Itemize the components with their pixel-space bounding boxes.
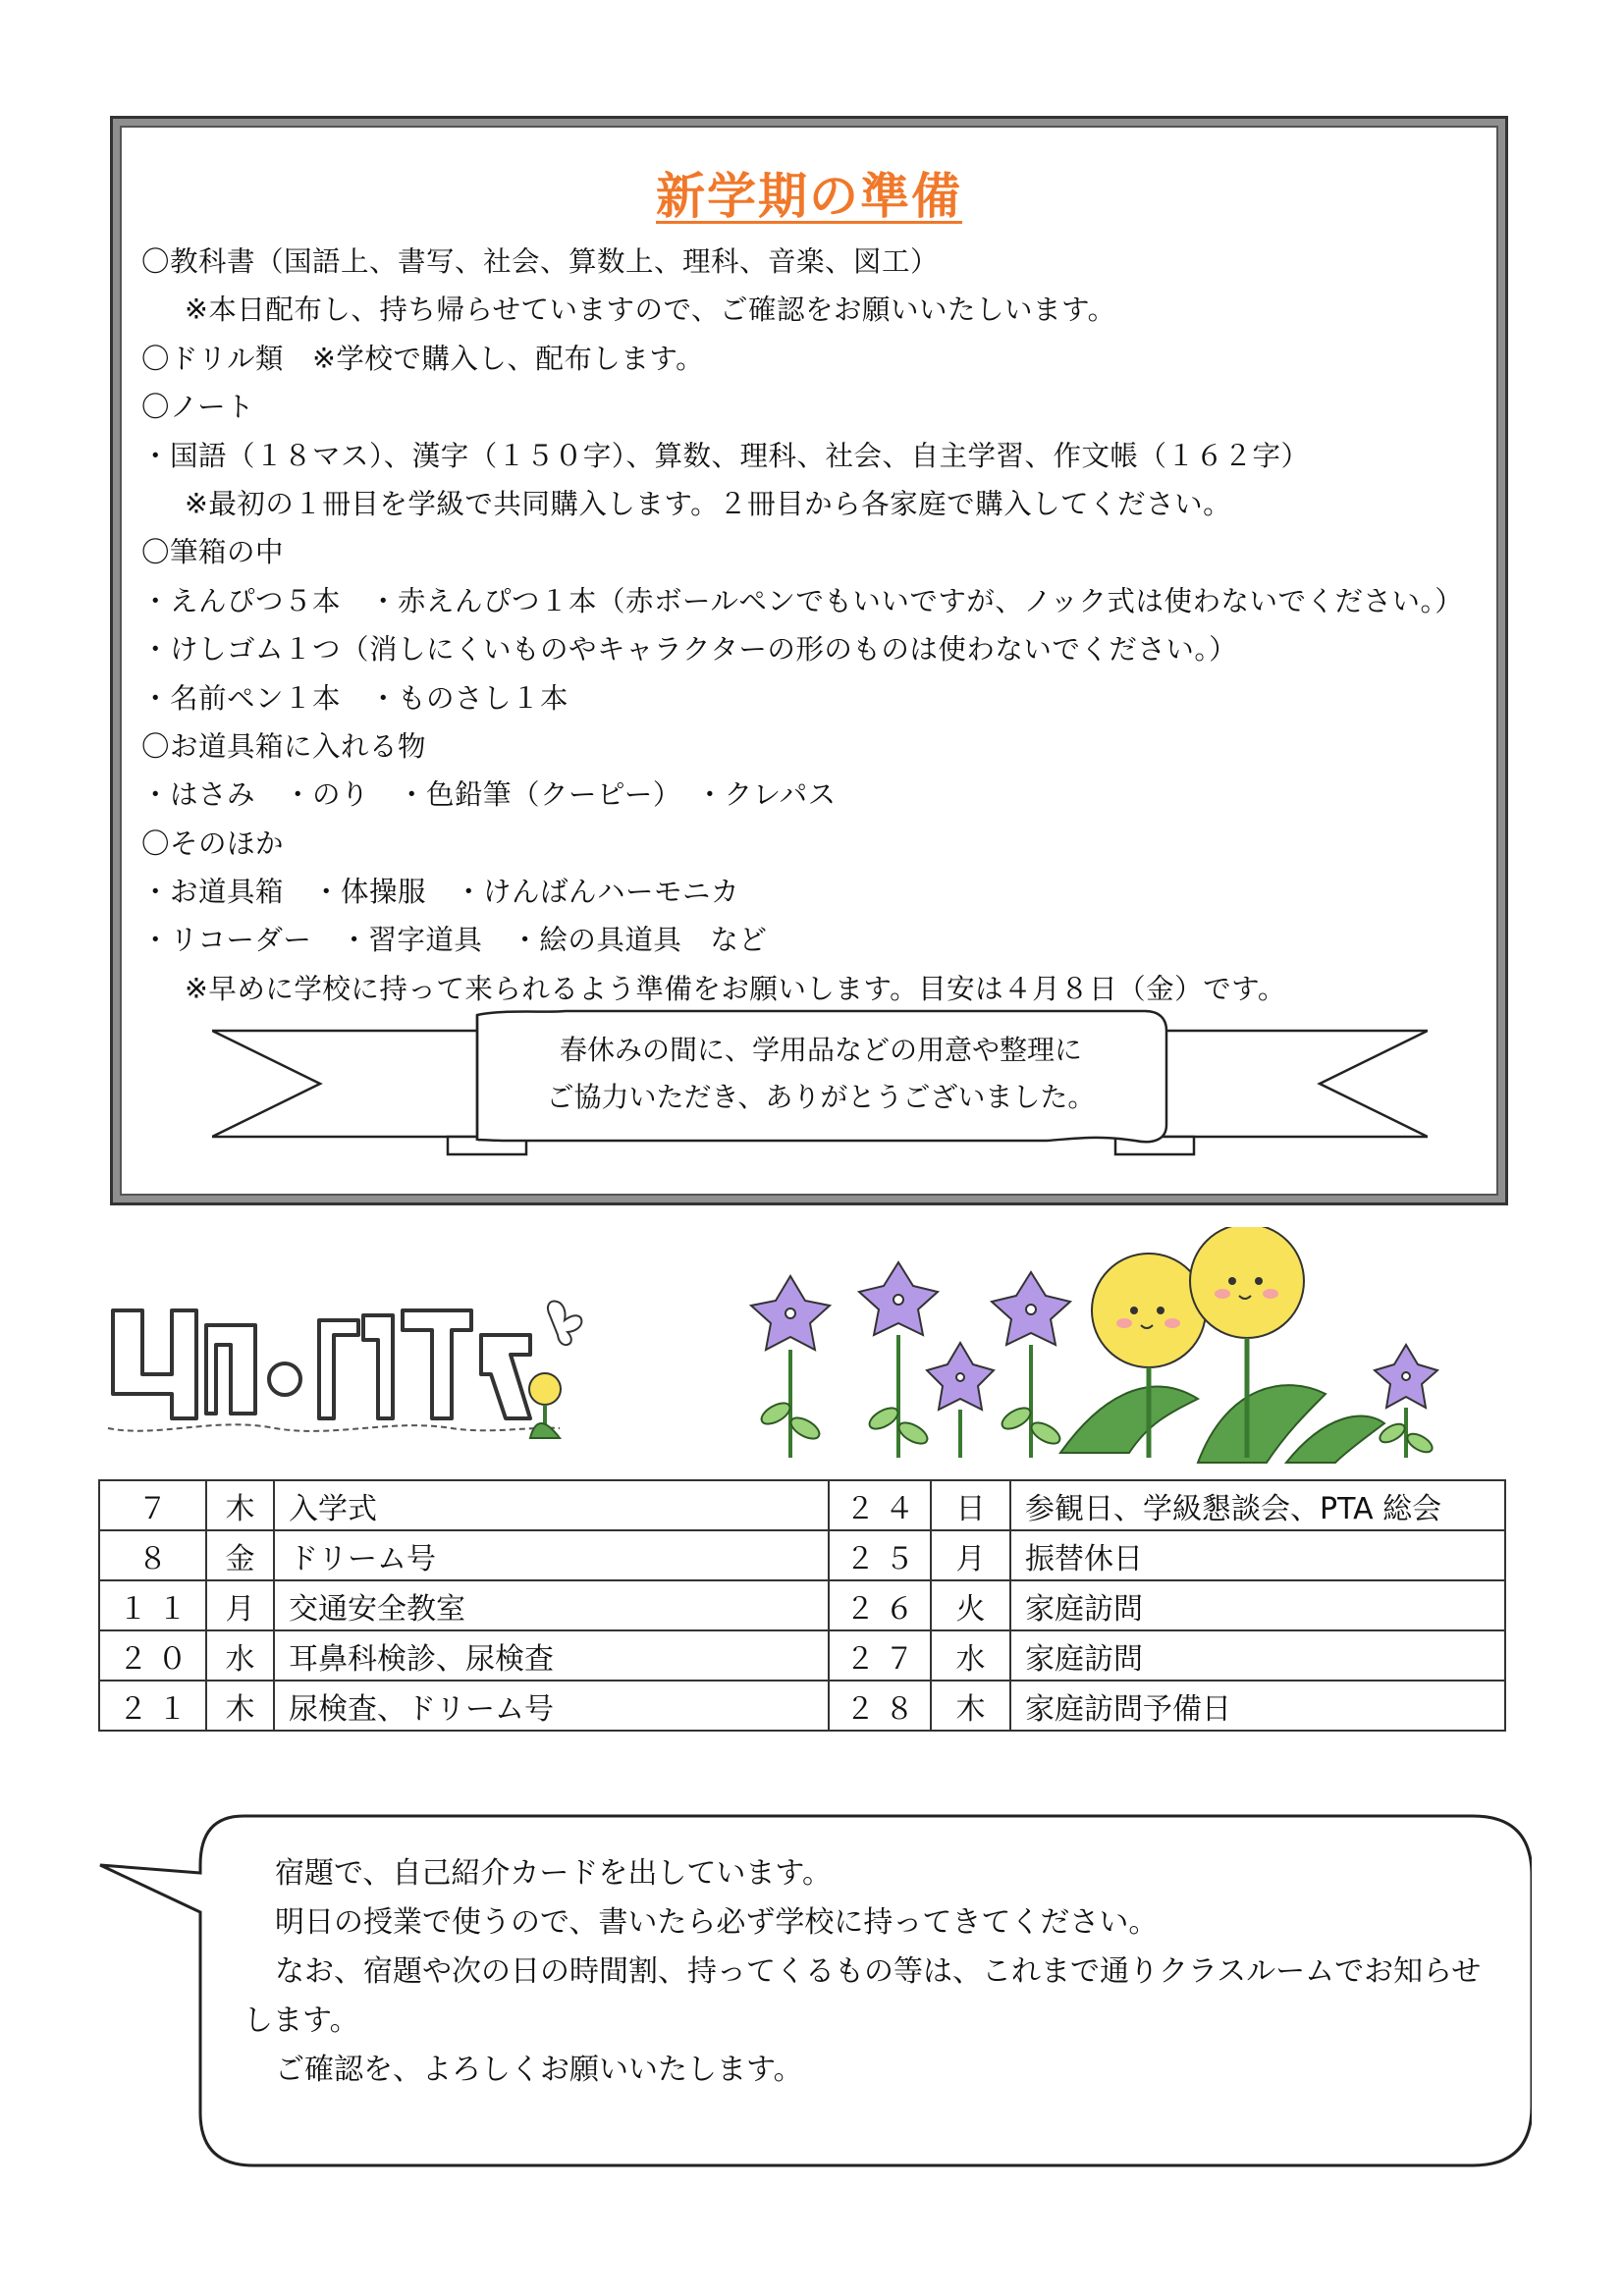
weekday-cell: 水 — [931, 1630, 1010, 1681]
prep-line: ・リコーダー ・習字道具 ・絵の具道具 など — [141, 924, 768, 957]
events-table — [98, 1479, 1506, 1732]
ribbon-text-line1: 春休みの間に、学用品などの用意や整理に — [559, 1034, 1082, 1066]
day-cell: ２５ — [829, 1530, 931, 1580]
notice-paragraph: 明日の授業で使うので、書いたら必ず学校に持ってきてください。 — [275, 1905, 1159, 1940]
prep-line: ・国語（１８マス）、漢字（１５０字）、算数、理科、社会、自主学習、作文帳（１６２字） — [141, 439, 1310, 472]
prep-line: 〇ノート — [141, 391, 255, 424]
event-cell: 耳鼻科検診、尿検査 — [274, 1630, 829, 1681]
preparation-list — [141, 238, 1496, 1013]
day-cell: ７ — [99, 1480, 206, 1530]
april-events-logo — [98, 1281, 589, 1448]
table-row — [99, 1681, 1505, 1731]
day-cell: ２４ — [829, 1480, 931, 1530]
event-cell: 交通安全教室 — [274, 1580, 829, 1630]
weekday-cell: 金 — [206, 1530, 274, 1580]
thanks-ribbon — [212, 1009, 1428, 1166]
table-row — [99, 1480, 1505, 1530]
prep-line: ・名前ペン１本 ・ものさし１本 — [141, 681, 569, 715]
preparation-box-inner — [120, 126, 1498, 1196]
weekday-cell: 水 — [206, 1630, 274, 1681]
preparation-title: 新学期の準備 — [656, 168, 962, 225]
day-cell: ２７ — [829, 1630, 931, 1681]
flowers-drawing — [736, 1227, 1443, 1472]
notice-paragraph: 宿題で、自己紹介カードを出しています。 — [275, 1856, 832, 1891]
table-row — [99, 1530, 1505, 1580]
weekday-cell: 木 — [206, 1681, 274, 1731]
event-cell: ドリーム号 — [274, 1530, 829, 1580]
event-cell: 尿検査、ドリーム号 — [274, 1681, 829, 1731]
table-row — [99, 1580, 1505, 1630]
day-cell: １１ — [99, 1580, 206, 1630]
prep-line: ・はさみ ・のり ・色鉛筆（クーピー） ・クレパス — [141, 778, 837, 812]
prep-line: 〇ドリル類 ※学校で購入し、配布します。 — [141, 342, 705, 375]
weekday-cell: 日 — [931, 1480, 1010, 1530]
weekday-cell: 火 — [931, 1580, 1010, 1630]
event-cell: 家庭訪問 — [1010, 1630, 1505, 1681]
event-cell: 振替休日 — [1010, 1530, 1505, 1580]
table-row — [99, 1630, 1505, 1681]
notice-paragraph: なお、宿題や次の日の時間割、持ってくるもの等は、これまで通りクラスルームでお知らせします。 — [244, 1954, 1482, 2038]
event-cell: 入学式 — [274, 1480, 829, 1530]
event-cell: 参観日、学級懇談会、PTA 総会 — [1010, 1480, 1505, 1530]
prep-line: ※本日配布し、持ち帰らせていますので、ご確認をお願いいたしいます。 — [185, 294, 1116, 327]
prep-line: ※早めに学校に持って来られるよう準備をお願いします。目安は４月８日（金）です。 — [185, 972, 1286, 1005]
day-cell: ２１ — [99, 1681, 206, 1731]
weekday-cell: 木 — [931, 1681, 1010, 1731]
ribbon-text-line2: ご協力いただき、ありがとうございました。 — [546, 1081, 1096, 1113]
prep-line: 〇お道具箱に入れる物 — [141, 729, 427, 763]
prep-line: ・えんぴつ５本 ・赤えんぴつ１本（赤ボールペンでもいいですが、ノック式は使わないでください。） — [141, 584, 1464, 617]
weekday-cell: 木 — [206, 1480, 274, 1530]
prep-line: 〇教科書（国語上、書写、社会、算数上、理科、音楽、図工） — [141, 245, 940, 278]
notice-text — [244, 1849, 1490, 2095]
weekday-cell: 月 — [931, 1530, 1010, 1580]
april-events-heading-art — [98, 1281, 589, 1448]
notice-bubble — [98, 1814, 1532, 2167]
weekday-cell: 月 — [206, 1580, 274, 1630]
notice-paragraph: ご確認を、よろしくお願いいたします。 — [275, 2053, 803, 2087]
day-cell: ２６ — [829, 1580, 931, 1630]
prep-line: ・お道具箱 ・体操服 ・けんばんハーモニカ — [141, 876, 740, 909]
event-cell: 家庭訪問 — [1010, 1580, 1505, 1630]
preparation-box — [110, 116, 1508, 1205]
prep-line: 〇そのほか — [141, 827, 285, 860]
prep-line: ※最初の１冊目を学級で共同購入します。２冊目から各家庭で購入してください。 — [185, 487, 1232, 520]
day-cell: ２８ — [829, 1681, 931, 1731]
flowers-illustration — [736, 1227, 1443, 1472]
day-cell: ２０ — [99, 1630, 206, 1681]
day-cell: ８ — [99, 1530, 206, 1580]
event-cell: 家庭訪問予備日 — [1010, 1681, 1505, 1731]
prep-line: ・けしゴム１つ（消しにくいものやキャラクターの形のものは使わないでください。） — [141, 633, 1238, 667]
prep-line: 〇筆箱の中 — [141, 536, 285, 569]
